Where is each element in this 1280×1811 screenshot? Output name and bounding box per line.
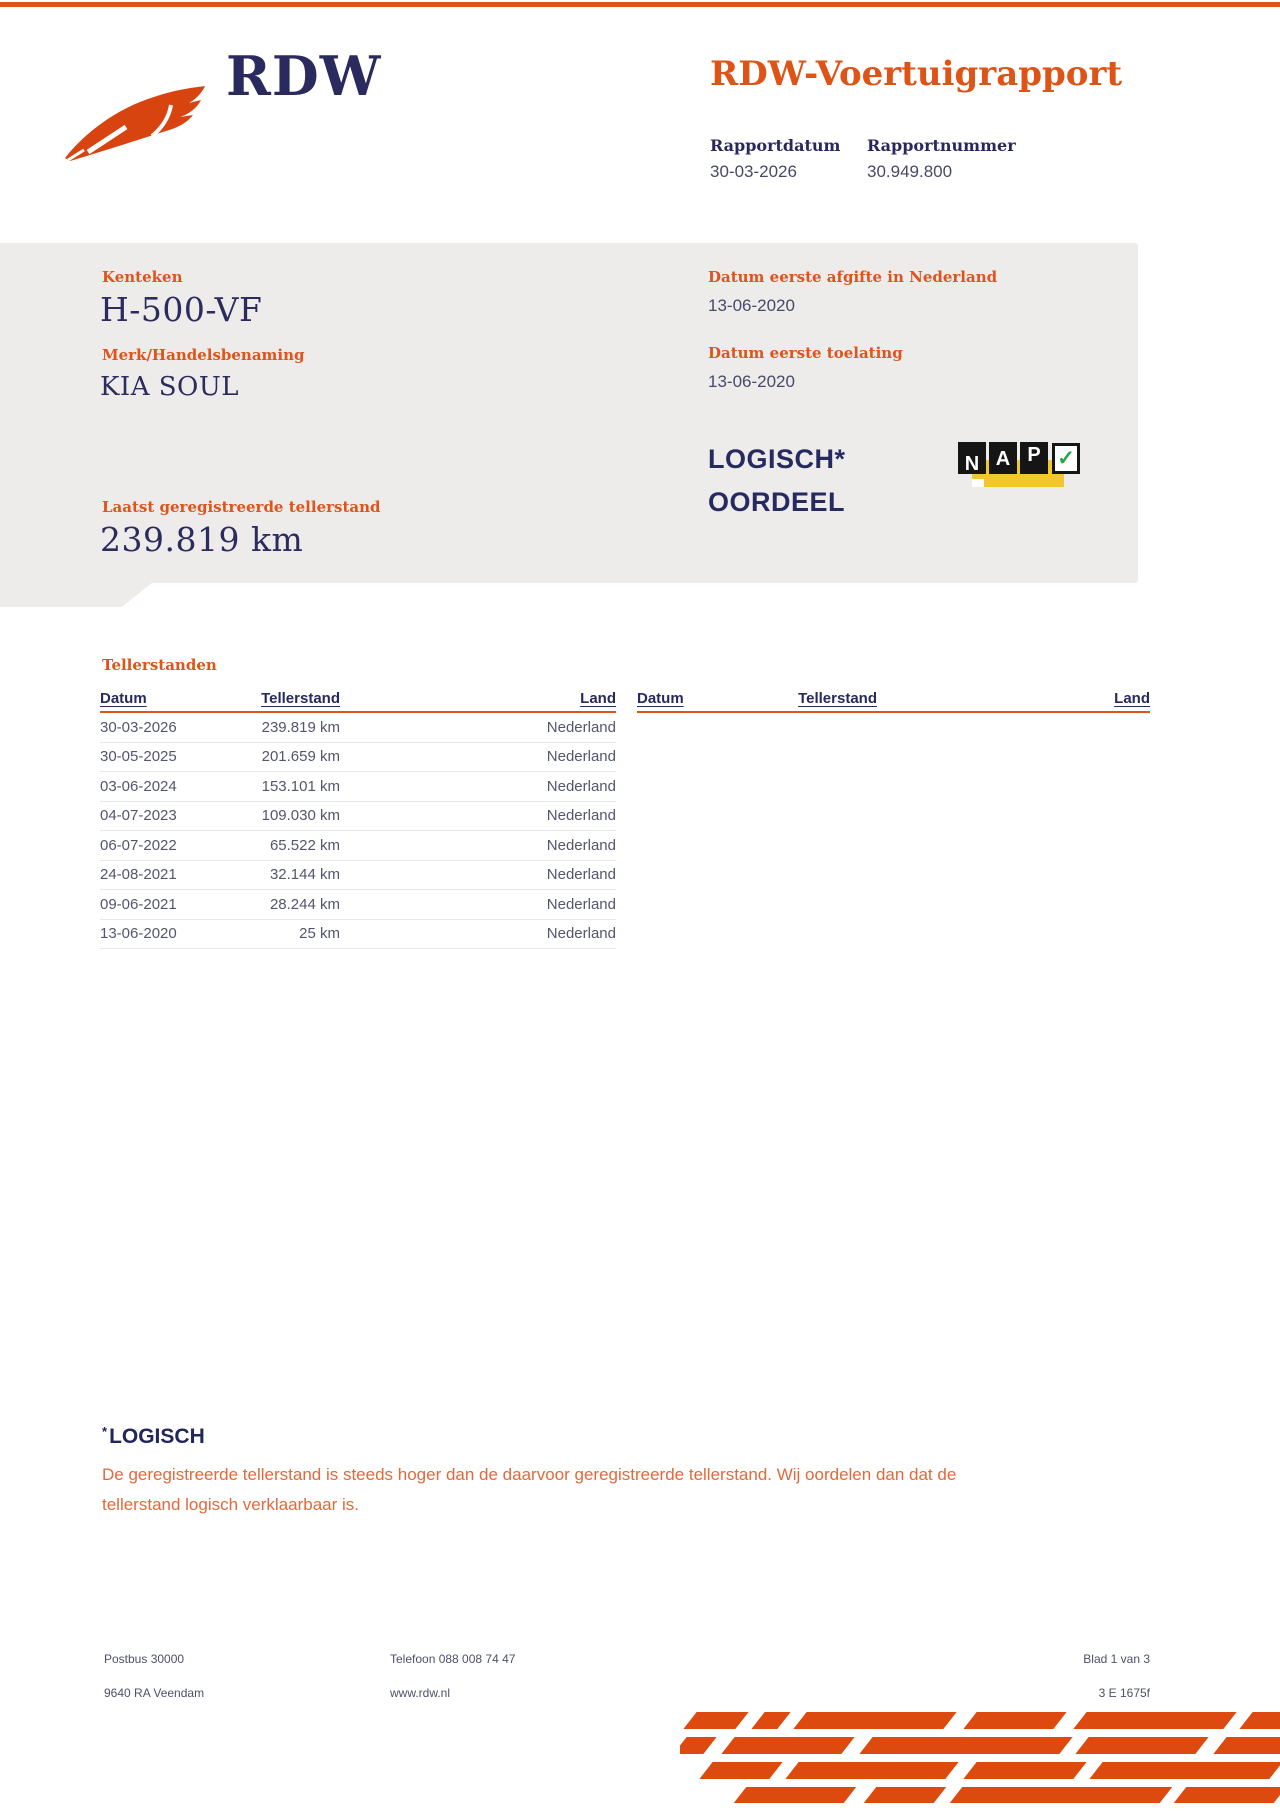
cell-tellerstand: 32.144 km bbox=[269, 866, 340, 884]
logisch-heading bbox=[102, 1424, 205, 1449]
table-row bbox=[100, 772, 616, 802]
cell-tellerstand: 201.659 km bbox=[261, 748, 340, 766]
cell-datum: 13-06-2020 bbox=[100, 925, 177, 943]
cell-datum: 24-08-2021 bbox=[100, 866, 177, 884]
logisch-heading-text: LOGISCH bbox=[109, 1425, 205, 1448]
merk-label: Merk/Handelsbenaming bbox=[102, 346, 305, 364]
cell-land: Nederland bbox=[546, 748, 616, 766]
col-header-datum: Datum bbox=[637, 690, 684, 707]
cell-land: Nederland bbox=[546, 895, 616, 913]
cell-datum: 03-06-2024 bbox=[100, 777, 177, 795]
afgifte-value: 13-06-2020 bbox=[708, 296, 795, 315]
top-accent-bar bbox=[0, 2, 1280, 7]
rdw-logo-text: RDW bbox=[226, 44, 382, 108]
col-header-tellerstand: Tellerstand bbox=[798, 690, 877, 707]
footer-plaats: 9640 RA Veendam bbox=[104, 1686, 205, 1700]
cell-land: Nederland bbox=[546, 718, 616, 736]
oordeel-line1: LOGISCH* bbox=[708, 444, 846, 474]
nap-logo bbox=[958, 442, 1082, 490]
oordeel-line2: OORDEEL bbox=[708, 487, 846, 517]
col-header-tellerstand: Tellerstand bbox=[261, 690, 340, 707]
rdw-logo-swoosh-icon bbox=[62, 84, 208, 162]
summary-panel-tab bbox=[0, 583, 152, 607]
nap-letter-p: P bbox=[1020, 442, 1048, 474]
cell-datum: 09-06-2021 bbox=[100, 895, 177, 913]
afgifte-label: Datum eerste afgifte in Nederland bbox=[708, 268, 998, 286]
nap-letter-a: A bbox=[989, 442, 1017, 474]
footer-graphic bbox=[680, 1710, 1280, 1811]
page-title: RDW-Voertuigrapport bbox=[710, 54, 1123, 94]
tellerstanden-table-1 bbox=[100, 688, 616, 949]
kenteken-value: H-500-VF bbox=[100, 290, 263, 329]
nap-check-icon: ✓ bbox=[1052, 443, 1080, 474]
cell-datum: 04-07-2023 bbox=[100, 807, 177, 825]
table-2-header bbox=[637, 688, 1150, 713]
footer-website: www.rdw.nl bbox=[390, 1686, 451, 1700]
table-row bbox=[100, 802, 616, 832]
footer-postbus: Postbus 30000 bbox=[104, 1652, 185, 1666]
col-header-land: Land bbox=[580, 690, 616, 707]
tellerstanden-section-title: Tellerstanden bbox=[102, 656, 217, 674]
merk-value: KIA SOUL bbox=[100, 372, 240, 402]
cell-datum: 06-07-2022 bbox=[100, 836, 177, 854]
toelating-value: 13-06-2020 bbox=[708, 372, 795, 391]
rapportnummer-value: 30.949.800 bbox=[867, 162, 953, 181]
nap-white-notch bbox=[972, 479, 984, 487]
cell-land: Nederland bbox=[546, 836, 616, 854]
table-row bbox=[100, 861, 616, 891]
table-1-header bbox=[100, 688, 616, 713]
table-row bbox=[100, 713, 616, 743]
cell-land: Nederland bbox=[546, 925, 616, 943]
tellerstanden-table-2 bbox=[637, 688, 1150, 713]
toelating-label: Datum eerste toelating bbox=[708, 344, 903, 362]
logisch-asterisk: * bbox=[102, 1424, 108, 1439]
table-row bbox=[100, 743, 616, 773]
footer-page-number: Blad 1 van 3 bbox=[1083, 1652, 1150, 1666]
footer-telefoon: Telefoon 088 008 74 47 bbox=[390, 1652, 516, 1666]
cell-tellerstand: 239.819 km bbox=[261, 718, 340, 736]
cell-tellerstand: 25 km bbox=[299, 925, 340, 943]
cell-tellerstand: 65.522 km bbox=[269, 836, 340, 854]
col-header-datum: Datum bbox=[100, 690, 147, 707]
col-header-land: Land bbox=[1114, 690, 1150, 707]
footer-form-code: 3 E 1675f bbox=[1098, 1686, 1150, 1700]
cell-land: Nederland bbox=[546, 866, 616, 884]
rapportdatum-label: Rapportdatum bbox=[710, 136, 841, 155]
cell-land: Nederland bbox=[546, 807, 616, 825]
logisch-explanation: De geregistreerde tellerstand is steeds hoger dan de daarvoor geregistreerde tellerstand. Wij oordelen dan dat de tellerstand logisch verklaarbaar is. bbox=[102, 1465, 957, 1514]
table-row bbox=[100, 831, 616, 861]
cell-tellerstand: 109.030 km bbox=[261, 807, 340, 825]
cell-datum: 30-03-2026 bbox=[100, 718, 177, 736]
kenteken-label: Kenteken bbox=[102, 268, 183, 286]
cell-tellerstand: 28.244 km bbox=[269, 895, 340, 913]
laatste-tellerstand-label: Laatst geregistreerde tellerstand bbox=[102, 498, 381, 516]
cell-land: Nederland bbox=[546, 777, 616, 795]
cell-tellerstand: 153.101 km bbox=[261, 777, 340, 795]
table-row bbox=[100, 890, 616, 920]
cell-datum: 30-05-2025 bbox=[100, 748, 177, 766]
table-row bbox=[100, 920, 616, 950]
rapportdatum-value: 30-03-2026 bbox=[710, 162, 797, 181]
laatste-tellerstand-value: 239.819 km bbox=[100, 520, 304, 559]
nap-letter-n: N bbox=[958, 442, 986, 474]
rapportnummer-label: Rapportnummer bbox=[867, 136, 1016, 155]
